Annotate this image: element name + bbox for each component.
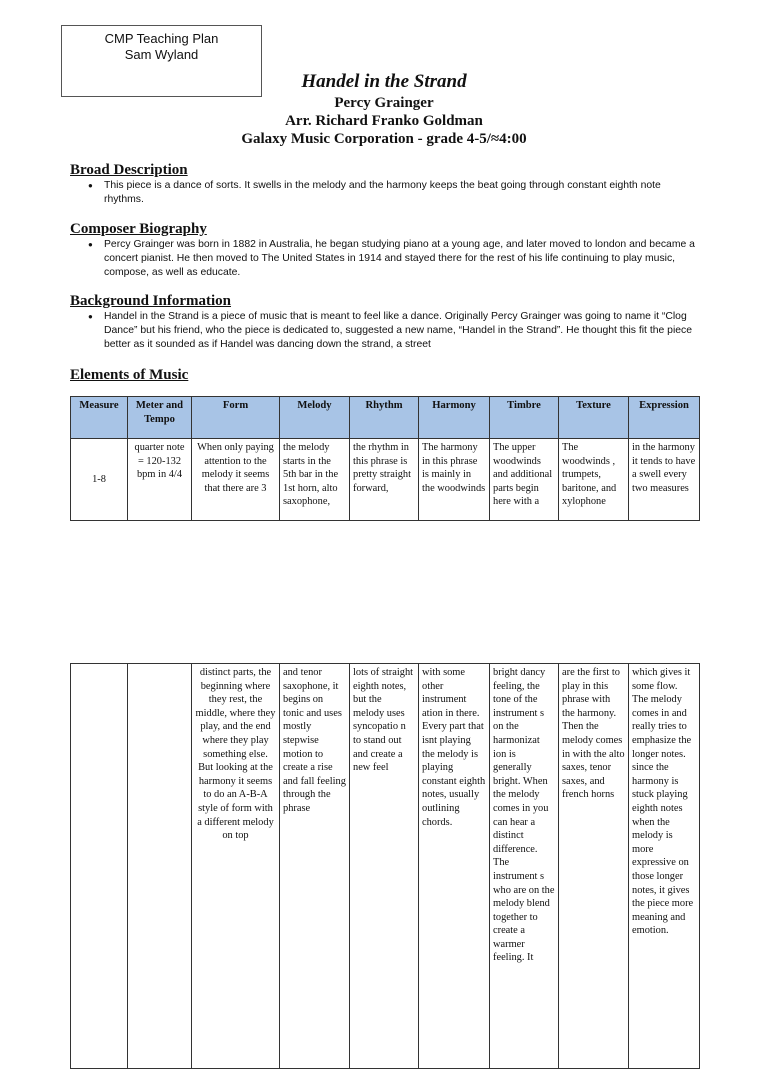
cell-form: distinct parts, the beginning where they rest, the middle, where they play, and the end where they play something else. But looking at the harmony it seems to do an A-B-A style of form with a different melody on top xyxy=(192,664,280,1069)
cell-timbre: bright dancy feeling, the tone of the instrument s on the harmonizat ion is generally bright. When the melody comes in you can hear a distinct difference. The instrument s who are on the melody blend together to create a warmer feeling. It xyxy=(490,664,559,1069)
cell-measure xyxy=(71,664,128,1069)
header-melody: Melody xyxy=(280,397,350,439)
broad-description-text: ● This piece is a dance of sorts. It swells in the melody and the harmony keeps the beat going through constant eighth note rhythms. xyxy=(104,179,700,207)
cell-form: When only paying attention to the melody it seems that there are 3 xyxy=(192,439,280,521)
table-row xyxy=(71,664,700,1069)
background-heading: Background Information xyxy=(70,293,232,309)
header-meter: Meter and Tempo xyxy=(128,397,192,439)
cell-texture: The woodwinds , trumpets, baritone, and xylophone xyxy=(559,439,629,521)
header-form: Form xyxy=(192,397,280,439)
header-line-2: Sam Wyland xyxy=(124,47,199,62)
composer-biography-section xyxy=(70,220,700,280)
table-row xyxy=(71,439,700,521)
broad-description-heading: Broad Description xyxy=(70,162,188,178)
header-rhythm: Rhythm xyxy=(350,397,419,439)
arranger-line: Arr. Richard Franko Goldman xyxy=(285,113,483,129)
cell-texture: are the first to play in this phrase with the harmony. Then the melody comes in with the alto saxes, tenor saxes, and french horns xyxy=(559,664,629,1069)
header-texture: Texture xyxy=(559,397,629,439)
cell-melody: and tenor saxophone, it begins on tonic and uses mostly stepwise motion to create a rise and fall feeling through the phrase xyxy=(280,664,350,1069)
cell-measure: 1-8 xyxy=(71,439,128,521)
elements-table xyxy=(70,396,700,521)
cell-rhythm: the rhythm in this phrase is pretty straight forward, xyxy=(350,439,419,521)
elements-section xyxy=(70,366,700,384)
cell-meter: quarter note = 120-132 bpm in 4/4 xyxy=(128,439,192,521)
piece-title: Handel in the Strand xyxy=(301,71,467,92)
elements-heading: Elements of Music xyxy=(70,367,189,383)
header-line-1: CMP Teaching Plan xyxy=(104,31,219,46)
elements-table-continued xyxy=(70,663,700,1069)
composer-biography-heading: Composer Biography xyxy=(70,221,207,237)
background-section xyxy=(70,292,700,352)
title-block xyxy=(0,70,768,148)
composer-biography-text: ● Percy Grainger was born in 1882 in Australia, he began studying piano at a young age, and later moved to london and became a concert pianist. He then moved to The United States in 1914 and stayed there for the rest of his life continuing to play music, compose, as well as educate. xyxy=(104,238,700,280)
cell-timbre: The upper woodwinds and additional parts begin here with a xyxy=(490,439,559,521)
header-measure: Measure xyxy=(71,397,128,439)
cell-expression: which gives it some flow. The melody comes in and really tries to emphasize the longer notes. since the harmony is stuck playing eighth notes when the melody is more expressive on those longer notes, it gives the piece more meaning and emotion. xyxy=(629,664,700,1069)
cell-harmony: The harmony in this phrase is mainly in the woodwinds xyxy=(419,439,490,521)
cell-meter xyxy=(128,664,192,1069)
cell-expression: in the harmony it tends to have a swell every two measures xyxy=(629,439,700,521)
cell-harmony: with some other instrument ation in there. Every part that isnt playing the melody is playing constant eighth notes, usually outlining chords. xyxy=(419,664,490,1069)
header-expression: Expression xyxy=(629,397,700,439)
broad-description-section xyxy=(70,161,700,207)
table-header-row xyxy=(71,397,700,439)
background-text: ● Handel in the Strand is a piece of music that is meant to feel like a dance. Originally Percy Grainger was going to name it “Clog Dance” but his friend, who the piece is dedicated to, suggested a new name, “Handel in the Strand”. He thought this fit the piece better as it sounded as if Handel was dancing down the strand, a street xyxy=(104,310,700,352)
header-timbre: Timbre xyxy=(490,397,559,439)
cell-rhythm: lots of straight eighth notes, but the melody uses syncopatio n to stand out and create a new feel xyxy=(350,664,419,1069)
header-harmony: Harmony xyxy=(419,397,490,439)
publisher-line: Galaxy Music Corporation - grade 4-5/≈4:00 xyxy=(241,131,527,147)
cell-melody: the melody starts in the 5th bar in the 1st horn, alto saxophone, xyxy=(280,439,350,521)
composer-line: Percy Grainger xyxy=(334,95,434,111)
